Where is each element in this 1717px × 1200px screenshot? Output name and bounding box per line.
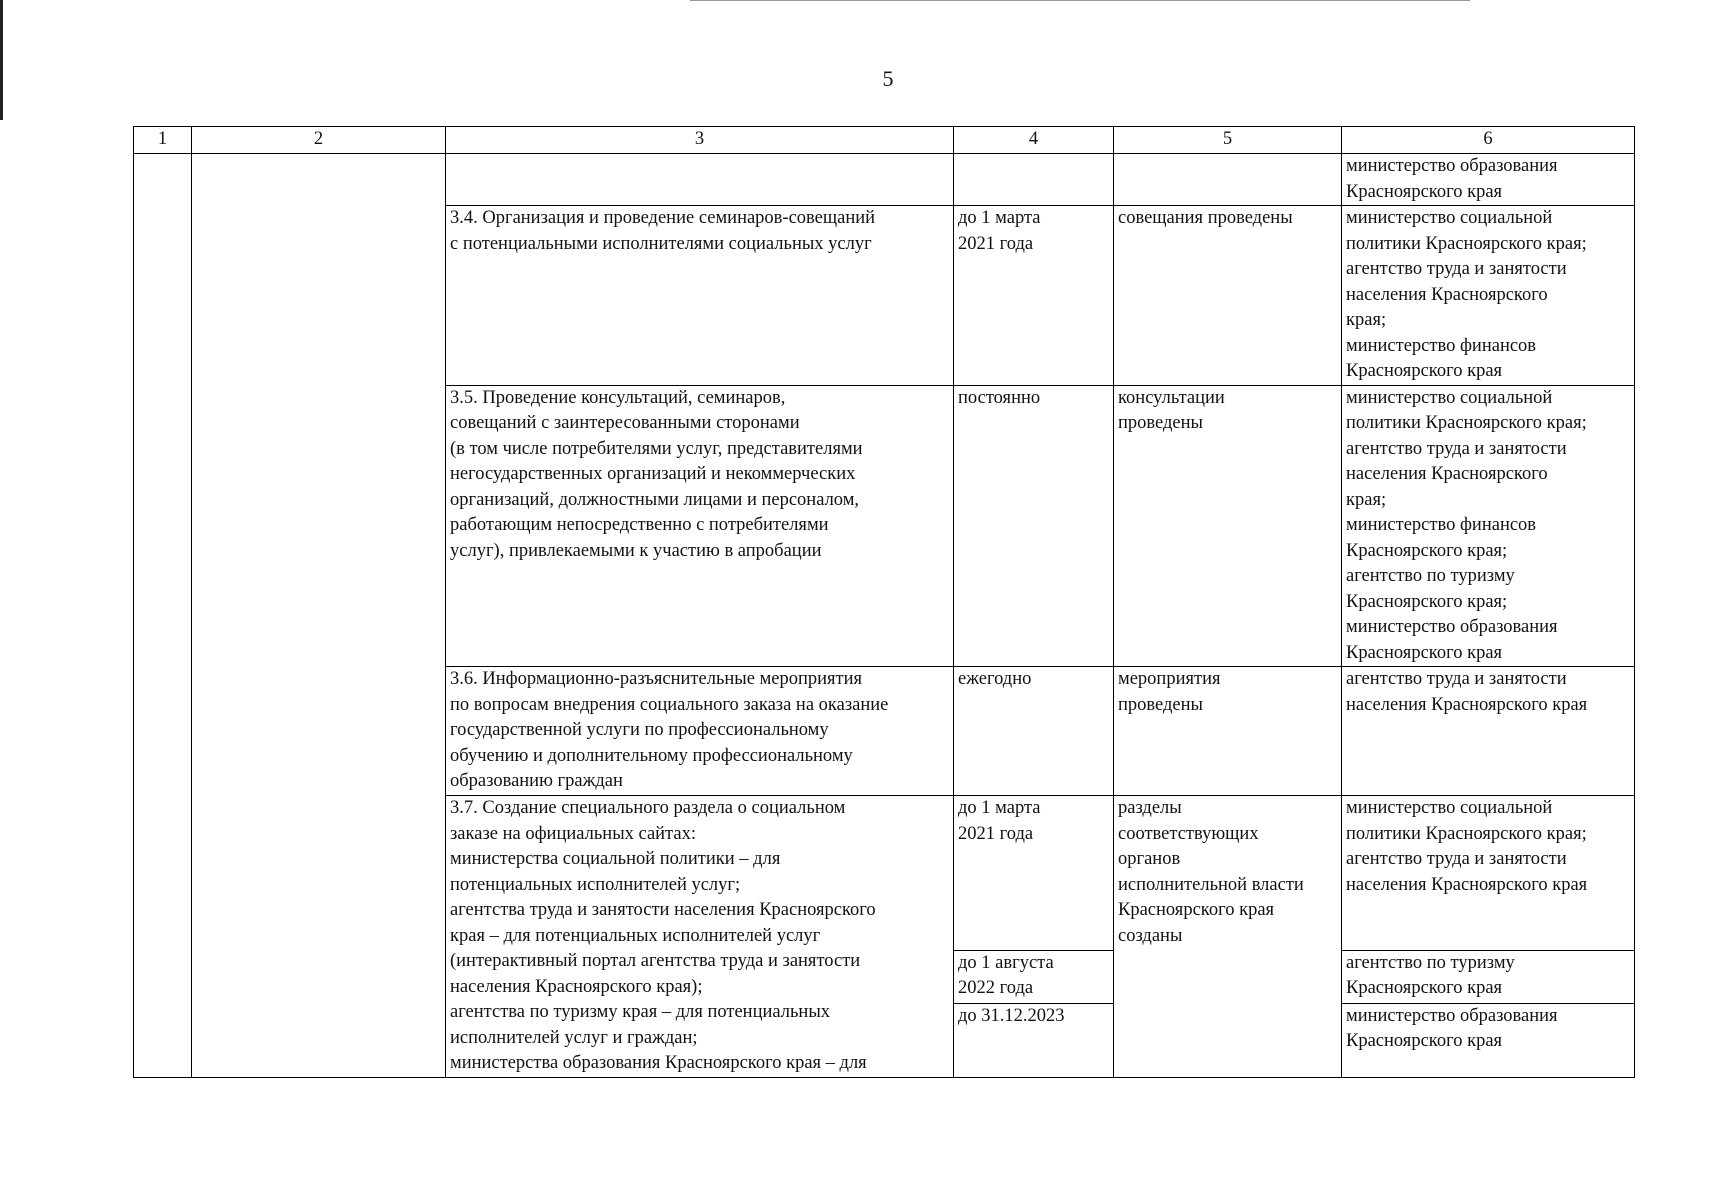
header-col-1: 1	[134, 127, 192, 154]
cell-3-7-deadline-a: до 1 марта 2021 года	[954, 796, 1114, 951]
cell-3-7-responsible-c: министерство образования Красноярского края	[1342, 1003, 1635, 1077]
table-header-row	[134, 127, 1635, 154]
cell-3-5-activity: 3.5. Проведение консультаций, семинаров, совещаний с заинтересованными сторонами (в том числе потребителями услуг, представителями негосударственных организаций и некоммерческих организаций, должностными лицами и персоналом, работающим непосредственно с потребителями услуг), привлекаемыми к участию в апробации	[446, 385, 954, 667]
cell-3-6-responsible: агентство труда и занятости населения Красноярского края	[1342, 667, 1635, 796]
cell-3-7-responsible-b: агентство по туризму Красноярского края	[1342, 950, 1635, 1003]
header-col-2: 2	[192, 127, 446, 154]
cell-3-4-result: совещания проведены	[1114, 206, 1342, 386]
scan-top-line	[690, 0, 1470, 1]
header-col-3: 3	[446, 127, 954, 154]
cell-carry-col6: министерство образования Красноярского края	[1342, 154, 1635, 206]
cell-3-7-activity: 3.7. Создание специального раздела о социальном заказе на официальных сайтах: министерства социальной политики – для потенциальных исполнителей услуг; агентства труда и занятости населения Красноярского края – для потенциальных исполнителей услуг (интерактивный портал агентства труда и занятости населения Красноярского края); агентства по туризму края – для потенциальных исполнителей услуг и граждан; министерства образования Красноярского края – для	[446, 796, 954, 1078]
cell-carry-col4	[954, 154, 1114, 206]
header-col-5: 5	[1114, 127, 1342, 154]
cell-3-6-result: мероприятия проведены	[1114, 667, 1342, 796]
cell-col1-merged	[134, 154, 192, 1078]
cell-3-5-responsible: министерство социальной политики Красноярского края; агентство труда и занятости населения Красноярского края; министерство финансов Красноярского края; агентство по туризму Красноярского края; министерство образования Красноярского края	[1342, 385, 1635, 667]
cell-3-7-deadline-b: до 1 августа 2022 года	[954, 950, 1114, 1003]
cell-3-7-result: разделы соответствующих органов исполнительной власти Красноярского края созданы	[1114, 796, 1342, 1078]
table-row-carryover	[134, 154, 1635, 206]
header-col-4: 4	[954, 127, 1114, 154]
cell-3-4-activity: 3.4. Организация и проведение семинаров-совещаний с потенциальными исполнителями социальных услуг	[446, 206, 954, 386]
cell-3-4-responsible: министерство социальной политики Красноярского края; агентство труда и занятости населения Красноярского края; министерство финансов Красноярского края	[1342, 206, 1635, 386]
header-col-6: 6	[1342, 127, 1635, 154]
cell-carry-col5	[1114, 154, 1342, 206]
page-number: 5	[882, 66, 894, 91]
cell-3-6-deadline: ежегодно	[954, 667, 1114, 796]
cell-3-7-responsible-a: министерство социальной политики Красноярского края; агентство труда и занятости населения Красноярского края	[1342, 796, 1635, 951]
cell-3-6-activity: 3.6. Информационно-разъяснительные мероприятия по вопросам внедрения социального заказа на оказание государственной услуги по профессиональному обучению и дополнительному профессиональному образованию граждан	[446, 667, 954, 796]
cell-carry-col3	[446, 154, 954, 206]
cell-3-5-result: консультации проведены	[1114, 385, 1342, 667]
cell-col2-merged	[192, 154, 446, 1078]
cell-3-4-deadline: до 1 марта 2021 года	[954, 206, 1114, 386]
plan-table	[133, 126, 1635, 1078]
cell-3-5-deadline: постоянно	[954, 385, 1114, 667]
cell-3-7-deadline-c: до 31.12.2023	[954, 1003, 1114, 1077]
scan-edge-mark	[0, 0, 3, 120]
